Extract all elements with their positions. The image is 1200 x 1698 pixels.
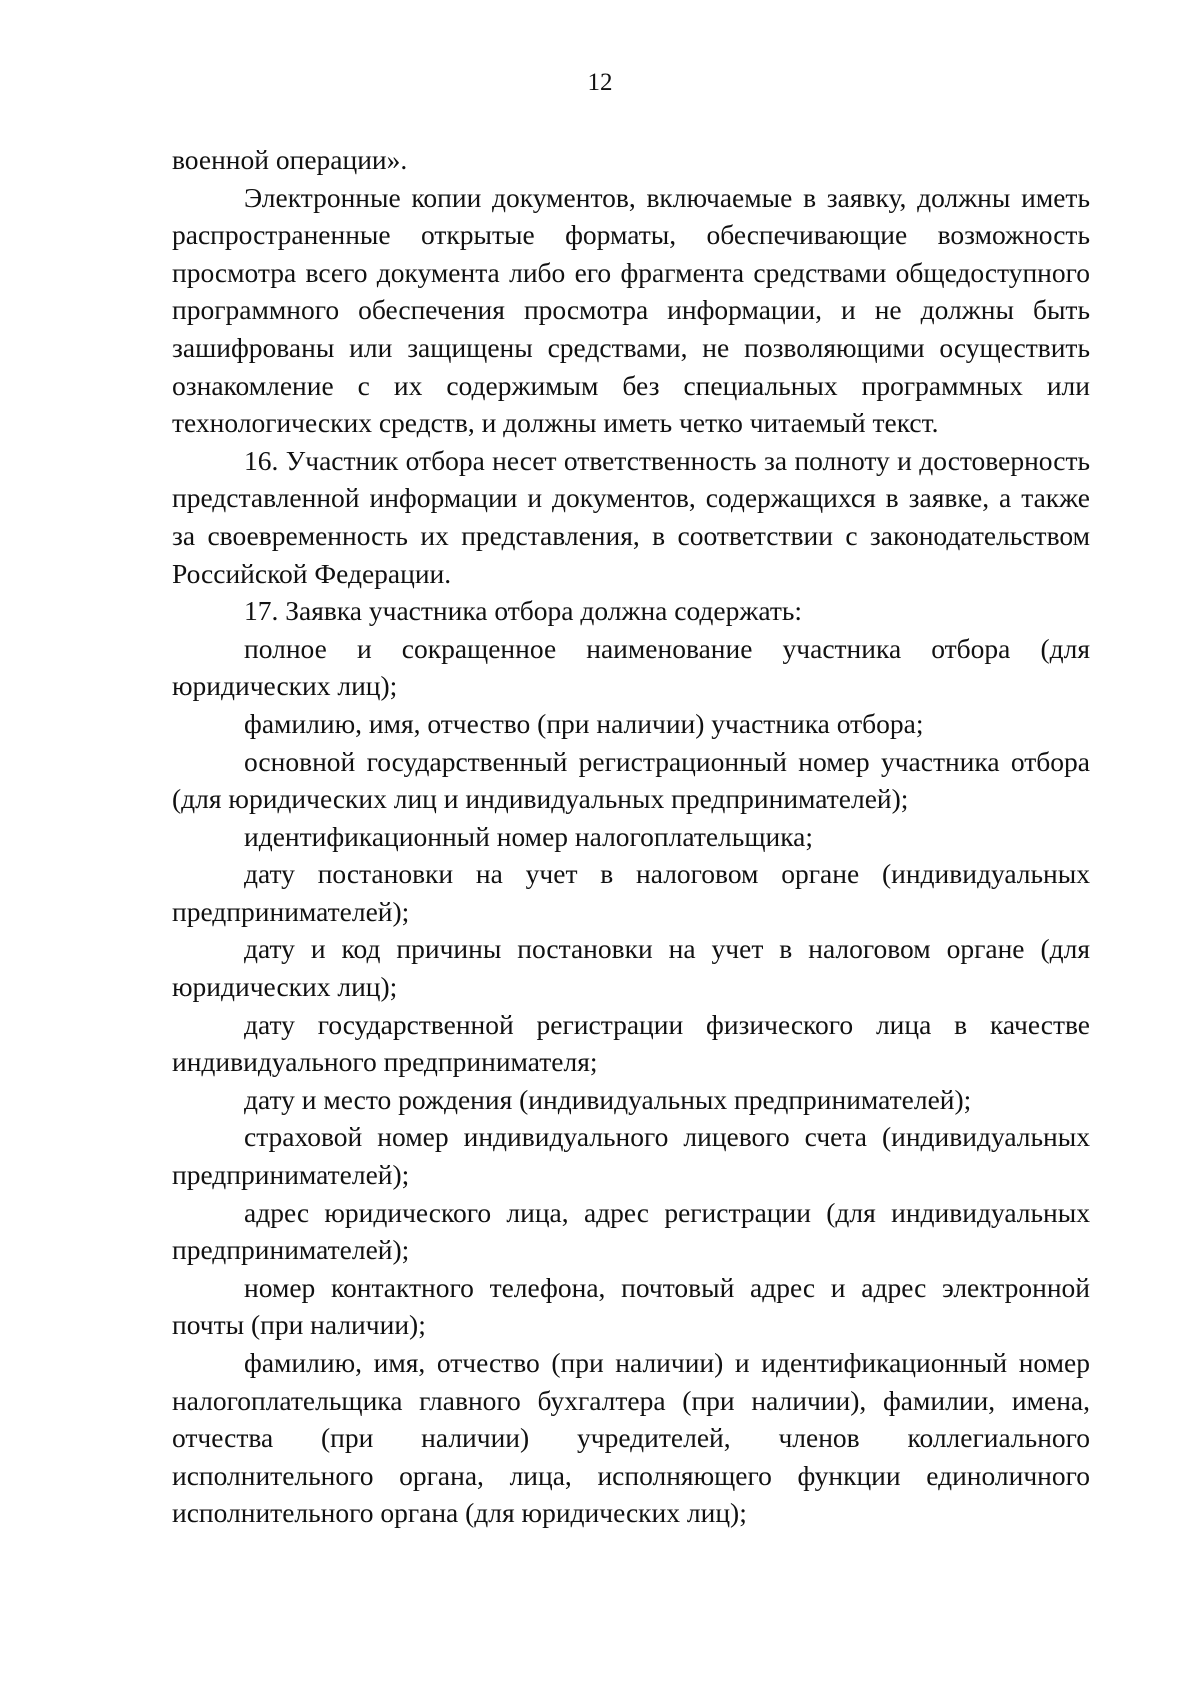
- list-item-ogrn: основной государственный регистрационный номер участника отбора (для юридических лиц и индивидуальных предпринимателей);: [172, 745, 1090, 815]
- list-item-full-name: полное и сокращенное наименование участника отбора (для юридических лиц);: [172, 632, 1090, 702]
- document-body: [172, 141, 1090, 1532]
- list-item-tax-registration-date: дату постановки на учет в налоговом органе (индивидуальных предпринимателей);: [172, 858, 1090, 927]
- list-item-birth: дату и место рождения (индивидуальных предпринимателей);: [244, 1083, 972, 1115]
- list-item-state-registration-date: дату государственной регистрации физического лица в качестве индивидуального предпринимателя;: [172, 1008, 1090, 1078]
- list-item-snils: страховой номер индивидуального лицевого счета (индивидуальных предпринимателей);: [172, 1121, 1090, 1191]
- list-item-contacts: номер контактного телефона, почтовый адрес и адрес электронной почты (при наличии);: [172, 1271, 1090, 1341]
- paragraph-item-17: 17. Заявка участника отбора должна содержать:: [244, 595, 803, 627]
- list-item-chief-accountant: фамилию, имя, отчество (при наличии) и идентификационный номер налогоплательщика главного бухгалтера (при наличии), фамилии, имена, отчества (при наличии) учредителей, членов коллегиального исполнительного органа, лица, исполняющего функции единоличного исполнительного органа (для юридических лиц);: [172, 1347, 1090, 1529]
- list-item-surname: фамилию, имя, отчество (при наличии) участника отбора;: [244, 707, 924, 739]
- list-item-kpp: дату и код причины постановки на учет в налоговом органе (для юридических лиц);: [172, 933, 1090, 1003]
- page-number: 12: [587, 69, 613, 96]
- list-item-inn: идентификационный номер налогоплательщика;: [244, 820, 814, 852]
- paragraph-item-16: 16. Участник отбора несет ответственность за полноту и достоверность представленной информации и документов, содержащихся в заявке, а также за своевременность их представления, в соответствии с законодательством Российской Федерации.: [172, 444, 1090, 589]
- paragraph-continuation: военной операции».: [172, 144, 408, 175]
- paragraph-electronic-copies: Электронные копии документов, включаемые в заявку, должны иметь распространенные открытые форматы, обеспечивающие возможность просмотра всего документа либо его фрагмента средствами общедоступного программного обеспечения просмотра информации, и не должны быть зашифрованы или защищены средствами, не позволяющими осуществить ознакомление с их содержимым без специальных программных или технологических средств, и должны иметь четко читаемый текст.: [172, 181, 1090, 439]
- list-item-address: адрес юридического лица, адрес регистрации (для индивидуальных предпринимателей);: [172, 1196, 1090, 1266]
